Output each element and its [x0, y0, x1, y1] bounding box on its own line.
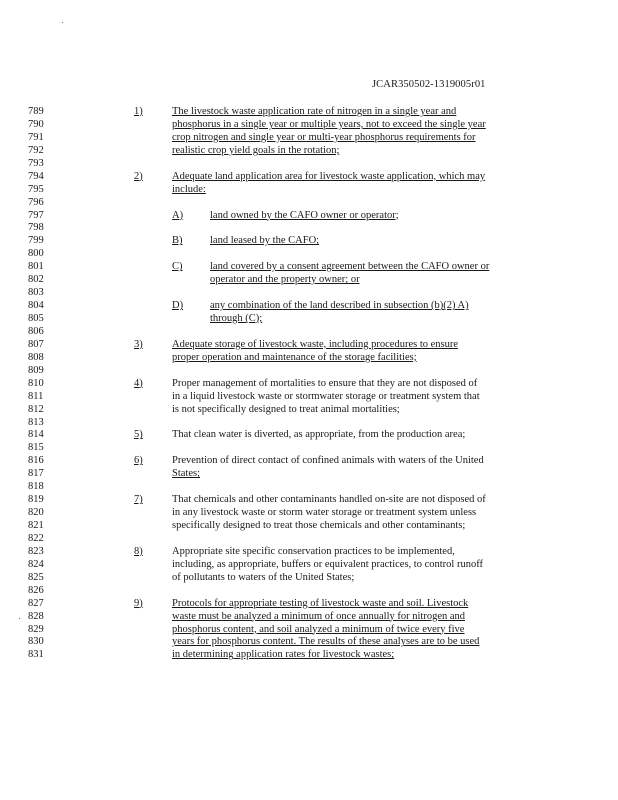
item-text-line: in any livestock waste or storm water storage or treatment system unless [172, 507, 477, 519]
item-label: 3) [134, 338, 143, 350]
item-text-line: Prevention of direct contact of confined animals with waters of the United [172, 455, 484, 467]
line-number: 809 [28, 364, 44, 376]
item-text-line: crop nitrogen and single year or multi-year phosphorus requirements for [172, 131, 476, 143]
blank-line [134, 533, 544, 546]
line-number: 819 [28, 494, 44, 506]
line-number: 827 [28, 597, 44, 609]
blank-line [134, 365, 544, 378]
scan-speck [62, 22, 63, 23]
item-text-line: Adequate land application area for livestock waste application, which may [172, 170, 486, 182]
line-number-column [28, 106, 68, 662]
list-subitem [134, 235, 544, 248]
item-continuation [134, 507, 544, 520]
line-number: 818 [28, 481, 44, 493]
item-continuation [134, 468, 544, 481]
line-number: 816 [28, 455, 44, 467]
item-continuation [134, 119, 544, 132]
blank-line [134, 585, 544, 598]
list-item [134, 455, 544, 468]
line-number: 792 [28, 144, 44, 156]
item-text-line: is not specifically designed to treat animal mortalities; [172, 403, 400, 415]
item-continuation [134, 572, 544, 585]
line-number: 821 [28, 520, 44, 531]
item-continuation [134, 520, 544, 533]
item-continuation [134, 132, 544, 145]
document-id: JCAR350502-1319005r01 [372, 79, 486, 90]
line-number: 797 [28, 209, 44, 221]
blank-line [134, 287, 544, 300]
item-text-line: of pollutants to waters of the United States; [172, 571, 355, 583]
line-number: 826 [28, 584, 44, 596]
item-continuation [134, 649, 544, 662]
line-number: 812 [28, 403, 44, 415]
list-item [134, 429, 544, 442]
line-number: 824 [28, 558, 44, 570]
item-label: 4) [134, 377, 143, 389]
line-number: 790 [28, 118, 44, 130]
item-text-line: through (C); [210, 313, 263, 324]
item-text-line: Appropriate site specific conservation practices to be implemented, [172, 545, 455, 557]
item-continuation [134, 274, 544, 287]
item-text-line: years for phosphorus content. The results of these analyses are to be used [172, 636, 480, 648]
subitem-label: C) [172, 261, 183, 273]
line-number: 807 [28, 338, 44, 350]
line-number: 791 [28, 131, 44, 143]
scan-speck [19, 618, 20, 619]
line-number: 805 [28, 313, 44, 324]
item-text-line: That chemicals and other contaminants handled on-site are not disposed of [172, 494, 486, 506]
item-text-line: any combination of the land described in subsection (b)(2) A) [210, 300, 469, 312]
item-continuation [134, 611, 544, 624]
item-text-line: specifically designed to treat those chemicals and other contaminants; [172, 520, 466, 531]
list-item [134, 598, 544, 611]
line-number: 806 [28, 325, 44, 337]
item-text-line: in determining application rates for livestock wastes; [172, 649, 395, 661]
line-number: 829 [28, 623, 44, 635]
list-item [134, 494, 544, 507]
item-text-line: Protocols for appropriate testing of livestock waste and soil. Livestock [172, 597, 469, 609]
subitem-label: D) [172, 300, 184, 312]
subitem-label: A) [172, 209, 184, 221]
line-number: 794 [28, 170, 44, 182]
item-continuation [134, 624, 544, 637]
item-text-line: land covered by a consent agreement between the CAFO owner or [210, 261, 490, 273]
subitem-label: B) [172, 235, 183, 247]
line-number: 798 [28, 222, 44, 234]
list-subitem [134, 261, 544, 274]
item-continuation [134, 636, 544, 649]
item-continuation [134, 145, 544, 158]
line-number: 825 [28, 571, 44, 583]
line-number: 808 [28, 351, 44, 363]
item-label: 5) [134, 429, 143, 441]
line-number: 823 [28, 545, 44, 557]
line-number: 831 [28, 649, 44, 661]
item-label: 2) [134, 170, 143, 182]
blank-line [134, 248, 544, 261]
item-continuation [134, 391, 544, 404]
list-item [134, 339, 544, 352]
line-number: 789 [28, 106, 44, 117]
list-subitem [134, 300, 544, 313]
line-number: 799 [28, 235, 44, 247]
item-label: 8) [134, 545, 143, 557]
list-item [134, 106, 544, 119]
line-number: 803 [28, 287, 44, 299]
blank-line [134, 442, 544, 455]
item-label: 1) [134, 106, 143, 117]
item-text-line: States; [172, 468, 200, 480]
line-number: 793 [28, 157, 44, 169]
line-number: 796 [28, 196, 44, 208]
list-item [134, 378, 544, 391]
line-number: 801 [28, 261, 44, 273]
line-number: 814 [28, 429, 44, 441]
item-text-line: The livestock waste application rate of nitrogen in a single year and [172, 106, 457, 117]
item-text-line: Proper management of mortalities to ensure that they are not disposed of [172, 377, 478, 389]
item-continuation [134, 184, 544, 197]
item-text-line: land owned by the CAFO owner or operator; [210, 209, 399, 221]
item-text-line: realistic crop yield goals in the rotation; [172, 144, 340, 156]
blank-line [134, 222, 544, 235]
regulation-text [134, 106, 544, 662]
item-text-line: include: [172, 183, 206, 195]
item-text-line: phosphorus in a single year or multiple years, not to exceed the single year [172, 118, 486, 130]
line-number: 817 [28, 468, 44, 480]
line-number: 800 [28, 248, 44, 260]
list-subitem [134, 210, 544, 223]
item-text-line: operator and the property owner; or [210, 274, 360, 286]
item-text-line: That clean water is diverted, as appropriate, from the production area; [172, 429, 466, 441]
line-number: 804 [28, 300, 44, 312]
item-text-line: proper operation and maintenance of the storage facilities; [172, 351, 417, 363]
line-number: 828 [28, 610, 44, 622]
item-continuation [134, 404, 544, 417]
line-number: 810 [28, 377, 44, 389]
item-text-line: in a liquid livestock waste or stormwater storage or treatment system that [172, 390, 480, 402]
item-label: 9) [134, 597, 143, 609]
line-number: 815 [28, 442, 44, 454]
blank-line [134, 481, 544, 494]
item-continuation [134, 559, 544, 572]
item-continuation [134, 313, 544, 326]
list-item [134, 171, 544, 184]
blank-line [134, 197, 544, 210]
item-text-line: including, as appropriate, buffers or equivalent practices, to control runoff [172, 558, 484, 570]
line-number: 830 [28, 636, 44, 648]
item-label: 6) [134, 455, 143, 467]
blank-line [134, 417, 544, 430]
item-text-line: phosphorus content, and soil analyzed a minimum of twice every five [172, 623, 465, 635]
line-number: 820 [28, 507, 44, 519]
blank-line [134, 326, 544, 339]
item-text-line: Adequate storage of livestock waste, including procedures to ensure [172, 338, 459, 350]
line-number: 822 [28, 532, 44, 544]
item-text-line: waste must be analyzed a minimum of once annually for nitrogen and [172, 610, 466, 622]
blank-line [134, 158, 544, 171]
list-item [134, 546, 544, 559]
item-label: 7) [134, 494, 143, 506]
item-continuation [134, 352, 544, 365]
line-number: 811 [28, 390, 44, 402]
line-number: 795 [28, 183, 44, 195]
item-text-line: land leased by the CAFO; [210, 235, 320, 247]
line-number: 802 [28, 274, 44, 286]
line-number: 813 [28, 416, 44, 428]
